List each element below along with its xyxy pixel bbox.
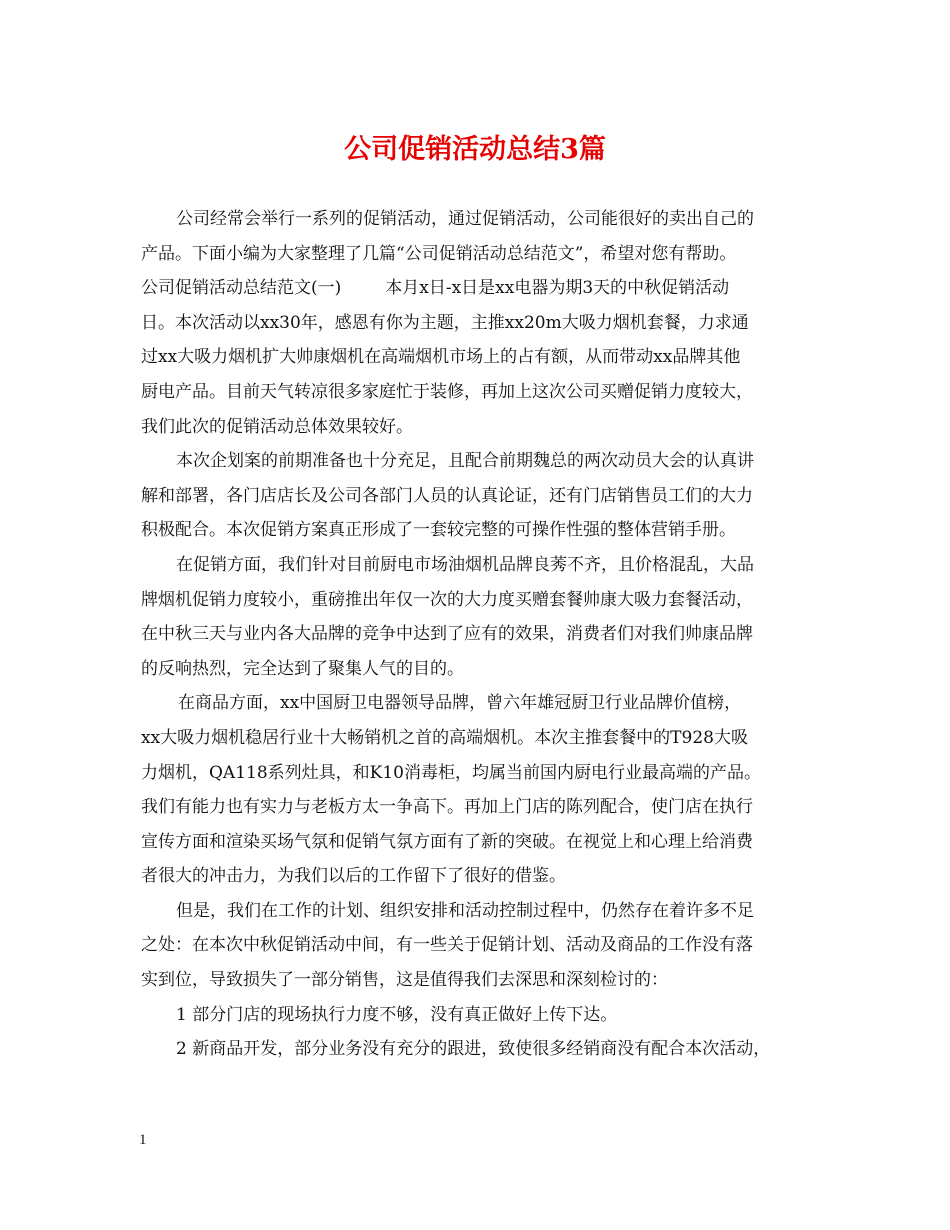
document-body <box>141 202 811 1067</box>
text-line: 者很大的冲击力，为我们以后的工作留下了很好的借鉴。 <box>141 866 566 887</box>
text-line: 我们有能力也有实力与老板方太一争高下。再加上门店的陈列配合，使门店在执行 <box>141 797 753 818</box>
text-line: xx大吸力烟机稳居行业十大畅销机之首的高端烟机。本次主推套餐中的T928大吸 <box>141 727 748 748</box>
text-line: 力烟机，QA118系列灶具，和K10消毒柜，均属当前国内厨电行业最高端的产品。 <box>141 762 761 783</box>
page-number: 1 <box>139 1132 147 1148</box>
section-heading: 公司促销活动总结范文(一) <box>141 278 342 299</box>
text-line: 之处：在本次中秋促销活动中间，有一些关于促销计划、活动及商品的工作没有落 <box>141 935 753 956</box>
text-line: 宣传方面和渲染买场气氛和促销气氛方面有了新的突破。在视觉上和心理上给消费 <box>141 831 753 852</box>
text-line: 我们此次的促销活动总体效果较好。 <box>141 416 413 437</box>
text-line: 实到位，导致损失了一部分销售，这是值得我们去深思和深刻检讨的： <box>141 970 668 991</box>
list-item: 1 部分门店的现场执行力度不够，没有真正做好上传下达。 <box>176 1004 618 1025</box>
text-line: 日。本次活动以xx30年，感恩有你为主题，主推xx20m大吸力烟机套餐，力求通 <box>141 312 749 333</box>
text-line: 产品。下面小编为大家整理了几篇“公司促销活动总结范文”，希望对您有帮助。 <box>141 243 737 264</box>
text-line: 积极配合。本次促销方案真正形成了一套较完整的可操作性强的整体营销手册。 <box>141 520 736 541</box>
list-item: 2 新商品开发，部分业务没有充分的跟进，致使很多经销商没有配合本次活动， <box>176 1039 771 1060</box>
text-line: 过xx大吸力烟机扩大帅康烟机在高端烟机市场上的占有额，从而带动xx品牌其他 <box>141 347 741 368</box>
text-line: 解和部署，各门店店长及公司各部门人员的认真论证，还有门店销售员工们的大力 <box>141 485 753 506</box>
text-line: 在促销方面，我们针对目前厨电市场油烟机品牌良莠不齐，且价格混乱，大品 <box>176 554 754 575</box>
text-line: 公司经常会举行一系列的促销活动，通过促销活动，公司能很好的卖出自己的 <box>176 209 754 229</box>
text-line: 但是，我们在工作的计划、组织安排和活动控制过程中，仍然存在着许多不足 <box>176 900 754 921</box>
text-line <box>141 271 811 306</box>
text-fragment: 本月x日-x日是xx电器为期3天的中秋促销活动 <box>385 278 730 299</box>
text-line: 在中秋三天与业内各大品牌的竞争中达到了应有的效果，消费者们对我们帅康品牌 <box>141 624 753 645</box>
text-line: 在商品方面，xx中国厨卫电器领导品牌，曾六年雄冠厨卫行业品牌价值榜， <box>178 693 742 714</box>
text-line: 的反响热烈，完全达到了聚集人气的目的。 <box>141 658 464 679</box>
document-title: 公司促销活动总结3篇 <box>344 134 606 165</box>
text-line: 厨电产品。目前天气转凉很多家庭忙于装修，再加上这次公司买赠促销力度较大， <box>141 381 753 402</box>
text-line: 本次企划案的前期准备也十分充足，且配合前期魏总的两次动员大会的认真讲 <box>176 451 754 472</box>
text-line: 牌烟机促销力度较小，重磅推出年仅一次的大力度买赠套餐帅康大吸力套餐活动， <box>141 589 753 610</box>
